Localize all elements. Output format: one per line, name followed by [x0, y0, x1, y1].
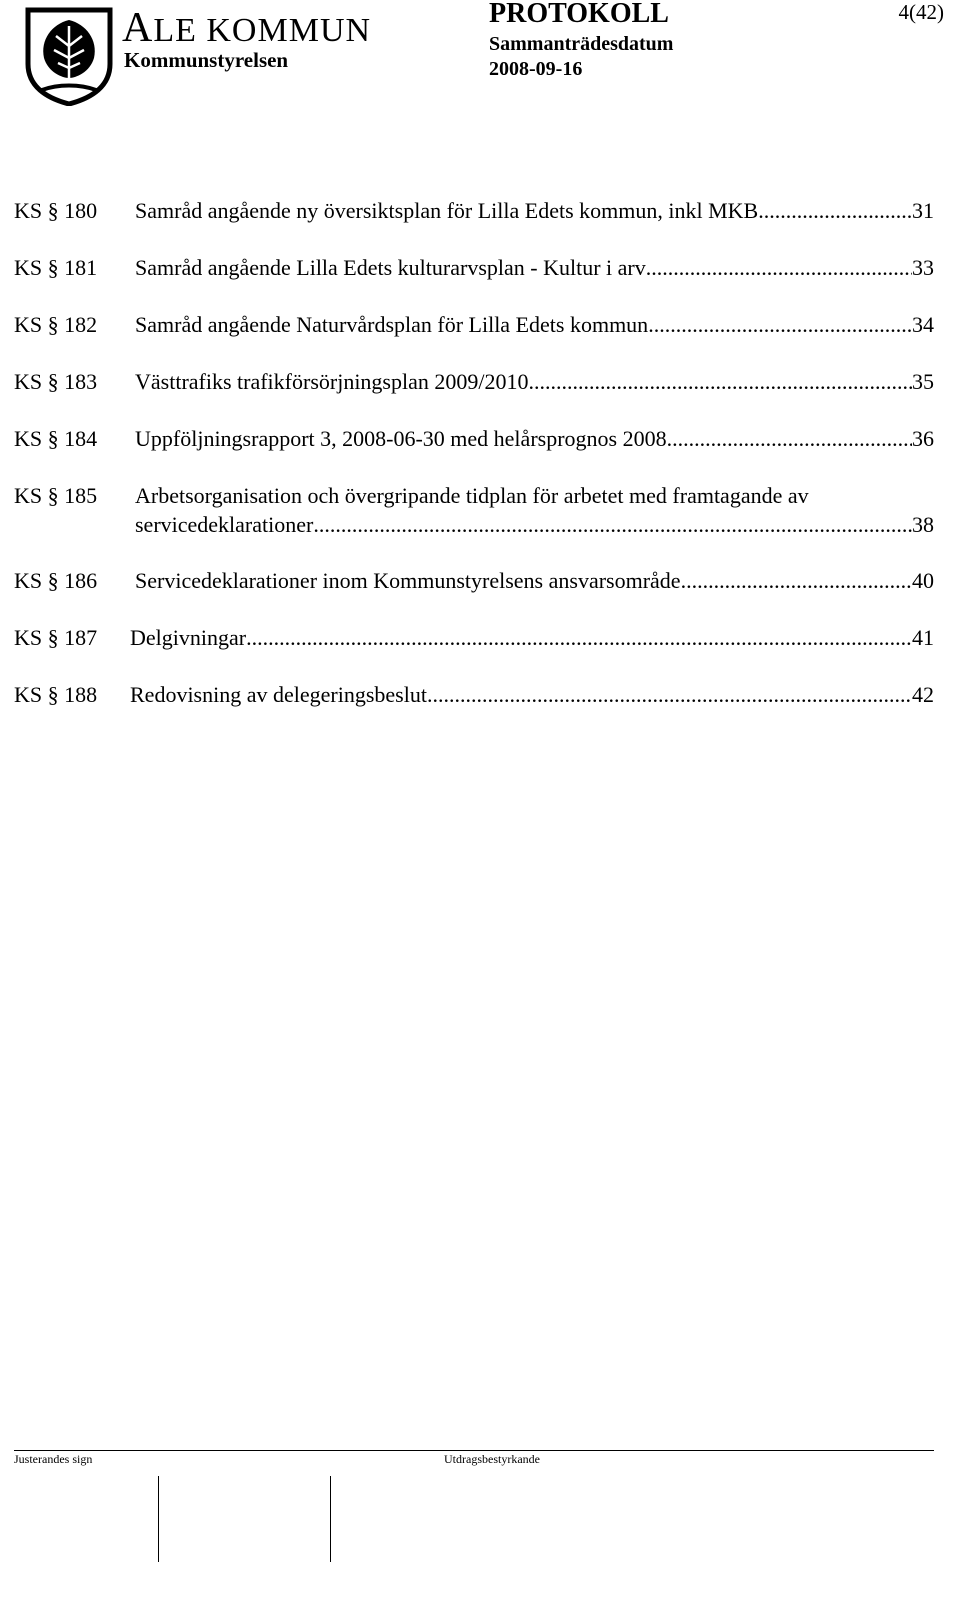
toc-section-code: KS § 184	[14, 426, 98, 451]
toc-page-number: 33	[912, 255, 934, 280]
footer-divider	[14, 1450, 934, 1451]
toc-section-code: KS § 187	[14, 625, 98, 650]
toc-section-code: KS § 183	[14, 369, 98, 394]
page-number: 4(42)	[898, 0, 944, 24]
toc-title: Samråd angående Naturvårdsplan för Lilla Edets kommun	[135, 312, 649, 337]
toc-title: Servicedeklarationer inom Kommunstyrelsens ansvarsområde	[135, 568, 681, 593]
toc-leader-dots	[667, 424, 912, 453]
toc-page-number: 36	[912, 426, 934, 451]
signature-box-divider	[330, 1476, 331, 1562]
toc-title: Samråd angående Lilla Edets kulturarvsplan - Kultur i arv	[135, 255, 646, 280]
toc-page-number: 31	[912, 198, 934, 223]
toc-leader-dots	[313, 510, 912, 539]
toc-page-number: 41	[912, 625, 934, 650]
toc-leader-dots	[246, 623, 912, 652]
extract-certification-label: Utdragsbestyrkande	[444, 1452, 540, 1466]
toc-page-number: 35	[912, 369, 934, 394]
toc-section-code: KS § 180	[14, 198, 98, 223]
toc-title: Västtrafiks trafikförsörjningsplan 2009/2010	[135, 369, 529, 394]
toc-title: Redovisning av delegeringsbeslut	[130, 682, 427, 707]
meeting-date-label: Sammanträdesdatum	[489, 33, 674, 55]
document-title: PROTOKOLL	[489, 0, 669, 29]
toc-section-code: KS § 186	[14, 568, 98, 593]
toc-page-number: 38	[912, 512, 934, 537]
toc-title: Arbetsorganisation och övergripande tidplan för arbetet med framtagande av	[135, 483, 809, 508]
toc-leader-dots	[427, 680, 912, 709]
coat-of-arms-tree-icon	[22, 6, 116, 106]
toc-leader-dots	[529, 367, 913, 396]
toc-leader-dots	[648, 310, 912, 339]
department-name: Kommunstyrelsen	[124, 48, 289, 72]
toc-section-code: KS § 188	[14, 682, 98, 707]
toc-leader-dots	[646, 253, 912, 282]
toc-page-number: 42	[912, 682, 934, 707]
toc-page-number: 40	[912, 568, 934, 593]
toc-leader-dots	[681, 566, 912, 595]
organization-name: ALE KOMMUN	[122, 5, 372, 51]
toc-title: Uppföljningsrapport 3, 2008-06-30 med helårsprognos 2008	[135, 426, 667, 451]
toc-section-code: KS § 181	[14, 255, 98, 280]
toc-title: Samråd angående ny översiktsplan för Lilla Edets kommun, inkl MKB	[135, 198, 759, 223]
toc-section-code: KS § 185	[14, 483, 98, 508]
toc-leader-dots	[758, 196, 912, 225]
toc-section-code: KS § 182	[14, 312, 98, 337]
meeting-date-value: 2008-09-16	[489, 58, 583, 80]
toc-title-continued: servicedeklarationer	[135, 512, 314, 537]
adjuster-signature-label: Justerandes sign	[14, 1452, 93, 1466]
signature-box-divider	[158, 1476, 159, 1562]
toc-title: Delgivningar	[130, 625, 247, 650]
toc-page-number: 34	[912, 312, 934, 337]
